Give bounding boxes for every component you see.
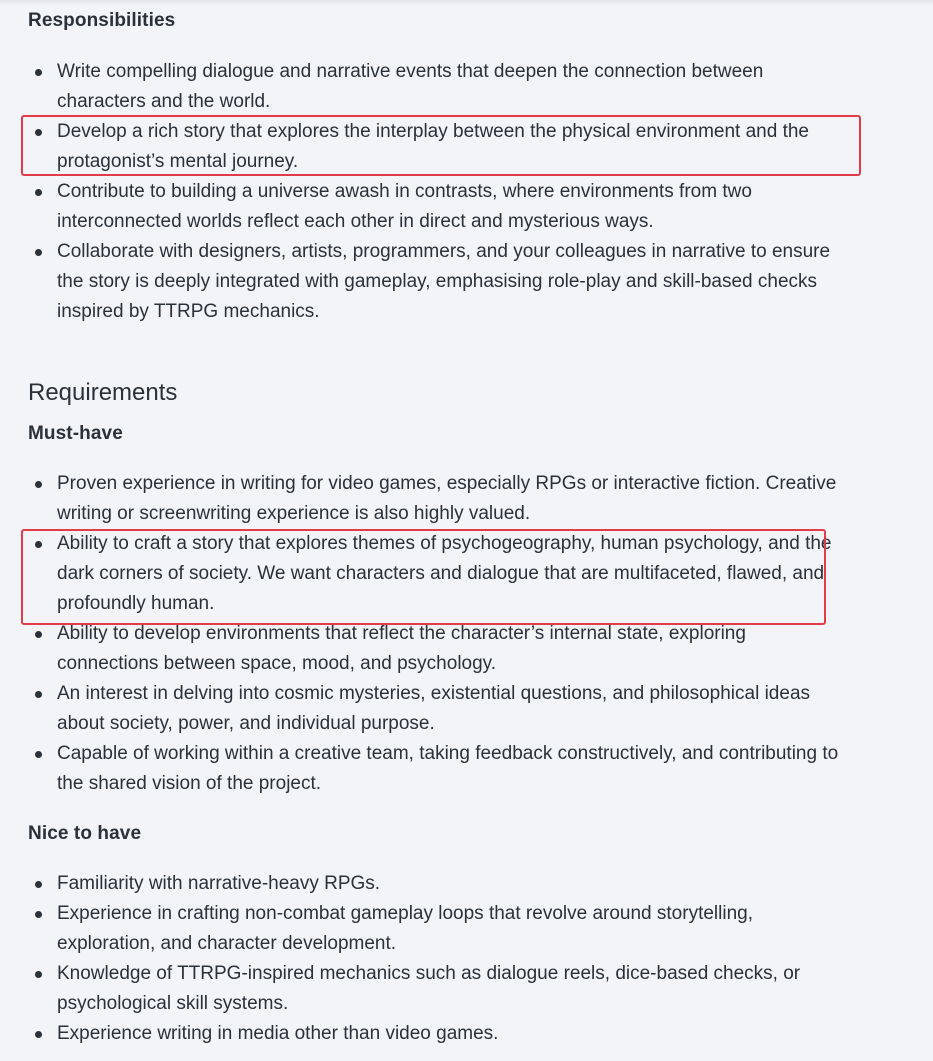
list-item-text: Experience writing in media other than video games. (57, 1023, 499, 1044)
list-item-text: Collaborate with designers, artists, programmers, and your colleagues in narrative to ensure the story is deeply integrated with gameplay, emphasising role-play and skill-based checks inspired by TTRPG mechanics. (57, 241, 831, 322)
bullet-icon (35, 249, 42, 256)
list-item (28, 899, 847, 959)
list-item (28, 1019, 847, 1049)
bullet-icon (35, 631, 42, 638)
list-item (28, 57, 847, 117)
list-item-text: Ability to craft a story that explores themes of psychogeography, human psychology, and the dark corners of society. We want characters and dialogue that are multifaceted, flawed, and profoundly human. (57, 533, 832, 614)
list-item-text: Contribute to building a universe awash in contrasts, where environments from two interconnected worlds reflect each other in direct and mysterious ways. (57, 181, 752, 232)
bullet-icon (35, 189, 42, 196)
list-item-text: Ability to develop environments that reflect the character’s internal state, exploring connections between space, mood, and psychology. (57, 623, 746, 674)
list-item (28, 869, 847, 899)
list-item (28, 237, 847, 327)
list-item-text: Experience in crafting non-combat gameplay loops that revolve around storytelling, exploration, and character development. (57, 903, 753, 954)
list-item (28, 619, 847, 679)
list-item-text: Develop a rich story that explores the interplay between the physical environment and the protagonist’s mental journey. (57, 121, 809, 172)
list-item (28, 959, 847, 1019)
requirements-heading: Requirements (28, 379, 178, 406)
bullet-icon (35, 481, 42, 488)
bullet-icon (35, 881, 42, 888)
list-item-text: Proven experience in writing for video games, especially RPGs or interactive fiction. Creative writing or screenwriting experience is also highly valued. (57, 473, 837, 524)
must-have-heading: Must-have (28, 423, 123, 444)
list-item-text: Familiarity with narrative-heavy RPGs. (57, 873, 381, 894)
list-item-text: An interest in delving into cosmic mysteries, existential questions, and philosophical ideas about society, power, and individual purpose. (57, 683, 811, 734)
bullet-icon (35, 971, 42, 978)
responsibilities-heading: Responsibilities (28, 10, 176, 31)
list-item (28, 679, 847, 739)
highlight-box-responsibility (21, 115, 861, 176)
highlight-box-must-have (21, 529, 826, 625)
bullet-icon (35, 1031, 42, 1038)
list-item-text: Write compelling dialogue and narrative events that deepen the connection between characters and the world. (57, 61, 764, 112)
nice-to-have-heading: Nice to have (28, 823, 142, 844)
bullet-icon (35, 69, 42, 76)
nice-to-have-list (28, 869, 847, 1049)
responsibilities-list (28, 57, 847, 327)
bullet-icon (35, 691, 42, 698)
list-item-text: Knowledge of TTRPG-inspired mechanics such as dialogue reels, dice-based checks, or psychological skill systems. (57, 963, 801, 1014)
must-have-list (28, 469, 847, 799)
bullet-icon (35, 751, 42, 758)
list-item (28, 177, 847, 237)
list-item (28, 739, 847, 799)
bullet-icon (35, 911, 42, 918)
list-item (28, 469, 847, 529)
list-item-text: Capable of working within a creative team, taking feedback constructively, and contributing to the shared vision of the project. (57, 743, 839, 794)
